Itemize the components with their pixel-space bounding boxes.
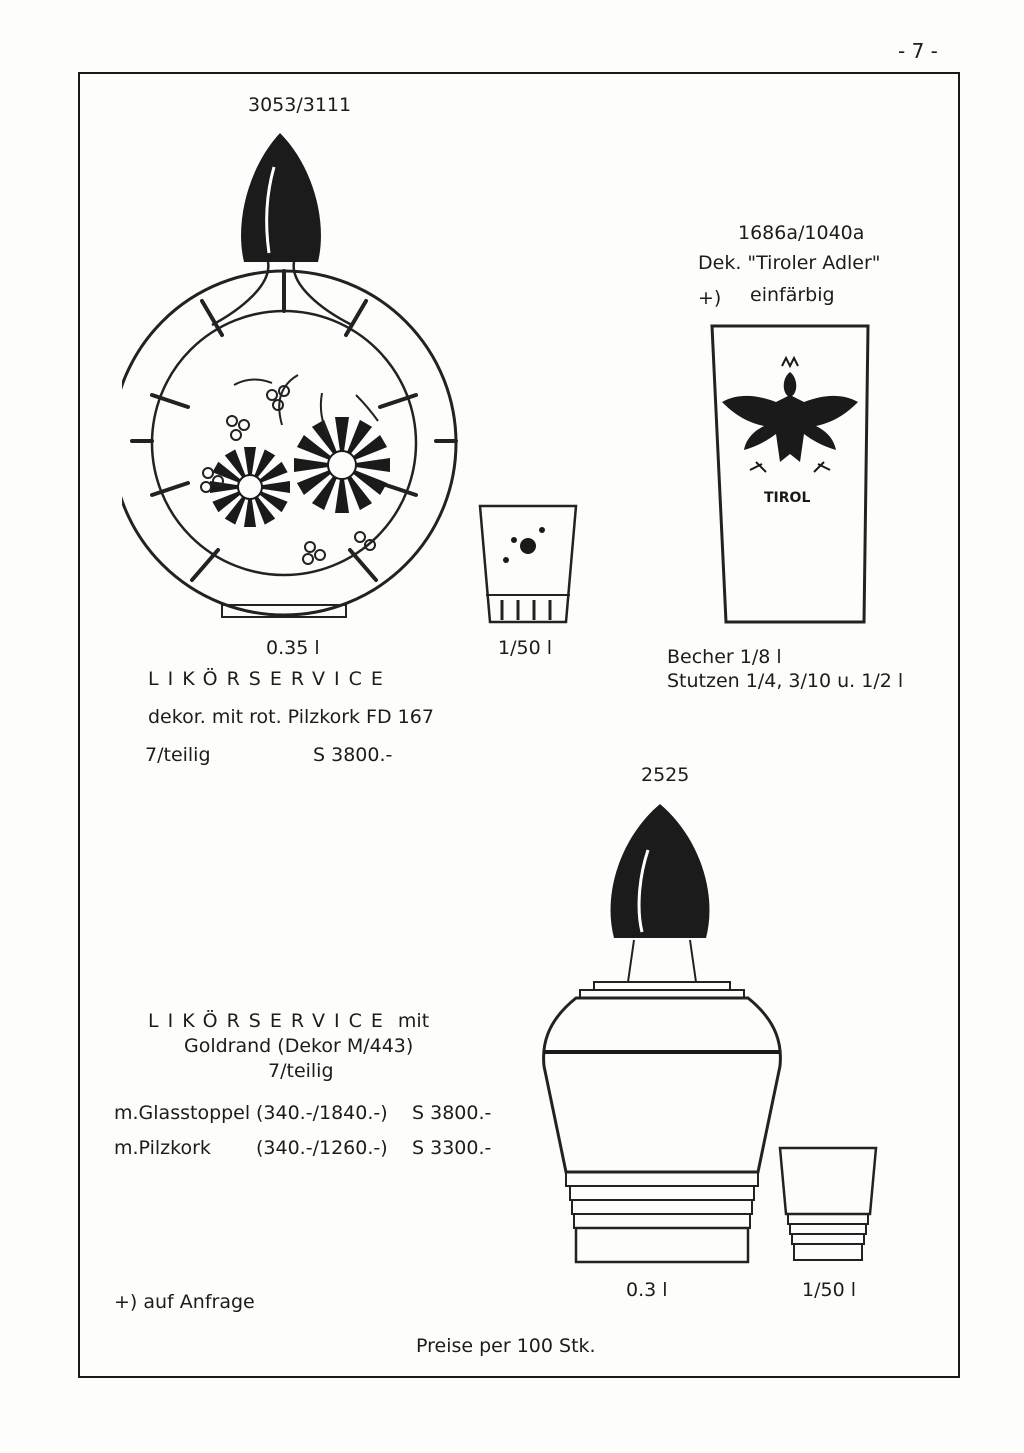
item3-title: LIKÖRSERVICE [148,1010,392,1032]
shot-glass-illustration [476,500,580,628]
item3-bottle-volume: 0.3 l [626,1279,668,1301]
item2-note-marker: +) [698,287,722,309]
item2-size-line2: Stutzen 1/4, 3/10 u. 1/2 l [667,670,904,692]
item3-option1-detail: (340.-/1840.-) [256,1102,388,1124]
item1-code: 3053/3111 [248,94,352,116]
item1-glass-volume: 1/50 l [498,637,552,659]
item3-code: 2525 [641,764,690,786]
item2-decor: Dek. "Tiroler Adler" [698,252,881,274]
item3-option1-price: S 3800.- [412,1102,492,1124]
item1-description: dekor. mit rot. Pilzkork FD 167 [148,706,434,728]
item2-size-line1: Becher 1/8 l [667,646,782,668]
item2-code: 1686a/1040a [738,222,865,244]
item3-option2-label: m.Pilzkork [114,1137,211,1159]
item1-price: S 3800.- [313,744,393,766]
footnote: +) auf Anfrage [114,1291,255,1313]
item3-option2-detail: (340.-/1260.-) [256,1137,388,1159]
stepped-shot-glass-illustration [776,1144,880,1266]
item1-title: LIKÖRSERVICE [148,668,392,690]
item3-title-line1 [148,1010,429,1032]
item3-option1-label: m.Glasstoppel [114,1102,251,1124]
page-number: - 7 - [898,39,938,63]
item1-bottle-volume: 0.35 l [266,637,320,659]
item3-line2: Goldrand (Dekor M/443) [184,1035,414,1057]
item3-option2-price: S 3300.- [412,1137,492,1159]
item3-pieces: 7/teilig [268,1060,334,1082]
item3-title-suffix: mit [397,1010,430,1032]
decanter-illustration [536,800,786,1272]
tumbler-text-tirol: TIROL [764,490,811,506]
tumbler-illustration [706,322,874,628]
item3-glass-volume: 1/50 l [802,1279,856,1301]
footer-prices: Preise per 100 Stk. [416,1335,596,1357]
liqueur-bottle-illustration [122,125,472,625]
item2-note: einfärbig [750,284,835,306]
item1-pieces: 7/teilig [145,744,211,766]
